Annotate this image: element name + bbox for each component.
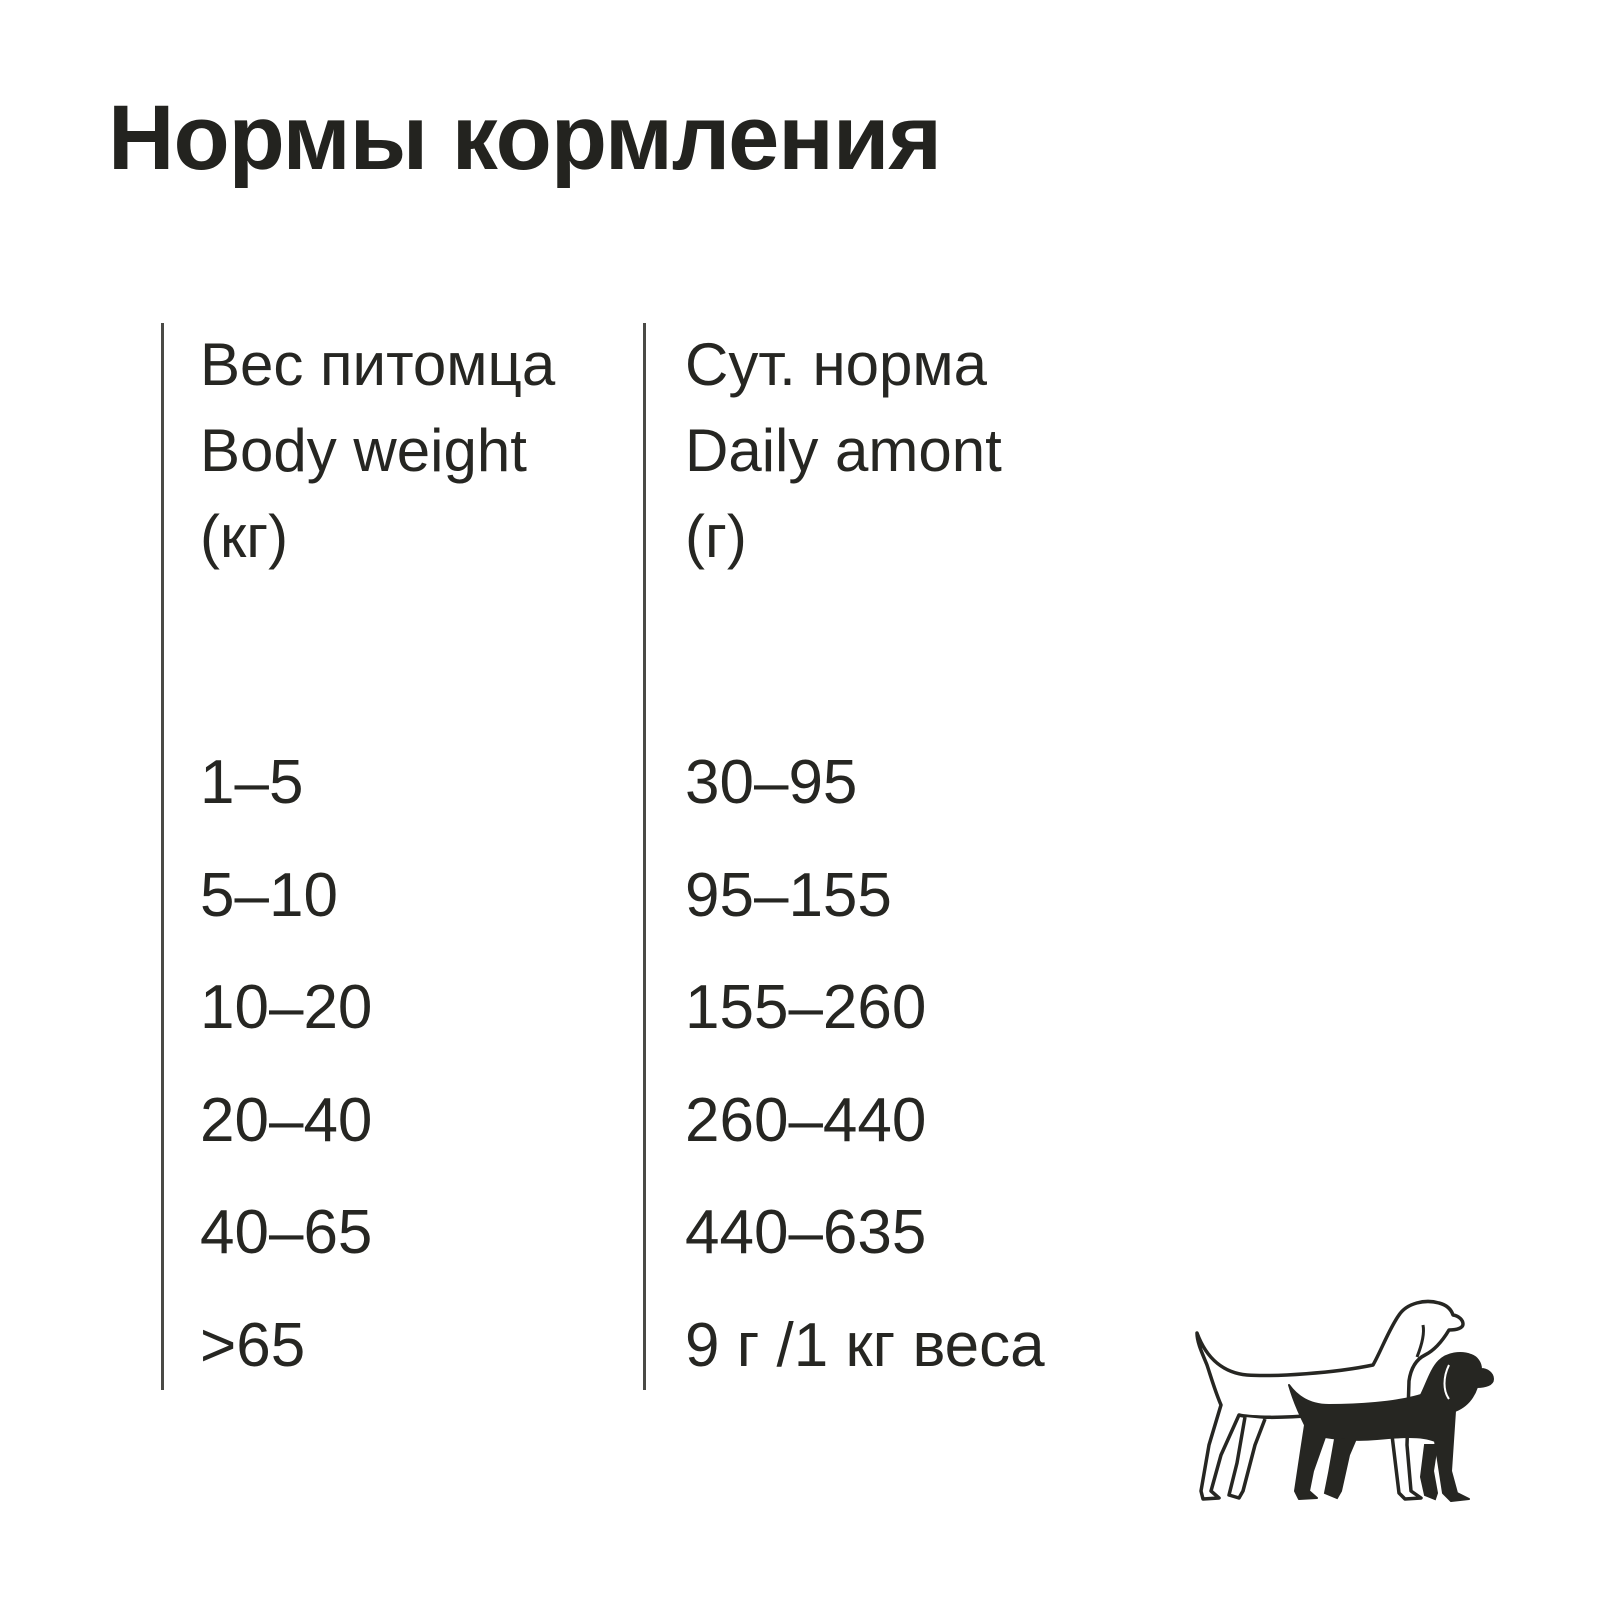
amount-cell: 260–440 [685, 1085, 927, 1155]
weight-cell: 10–20 [200, 973, 373, 1042]
table-row [0, 853, 1200, 966]
amount-header-ru: Сут. норма [685, 331, 987, 398]
weight-cell: 1–5 [200, 748, 304, 817]
dogs-illustration [1185, 1295, 1515, 1510]
amount-cell: 95–155 [685, 860, 892, 930]
weight-header-unit: (кг) [200, 503, 289, 570]
amount-cell: 30–95 [685, 748, 858, 817]
table-row [0, 1303, 1200, 1416]
weight-header-ru: Вес питомца [200, 331, 556, 398]
amount-cell: 155–260 [685, 973, 927, 1042]
amount-column-header [685, 322, 1002, 580]
table-row [0, 740, 1200, 853]
amount-header-en: Daily amont [685, 417, 1002, 484]
feeding-table-body [0, 740, 1200, 1415]
weight-cell: >65 [200, 1310, 306, 1380]
weight-cell: 5–10 [200, 860, 338, 930]
weight-column-header [200, 322, 555, 580]
table-row [0, 965, 1200, 1078]
amount-cell: 9 г /1 кг веса [685, 1310, 1045, 1380]
amount-cell: 440–635 [685, 1198, 927, 1267]
weight-cell: 40–65 [200, 1198, 373, 1267]
table-row [0, 1190, 1200, 1303]
table-row [0, 1078, 1200, 1191]
page-title: Нормы кормления [108, 87, 942, 189]
amount-header-unit: (г) [685, 503, 747, 570]
weight-cell: 20–40 [200, 1085, 373, 1155]
weight-header-en: Body weight [200, 417, 527, 484]
